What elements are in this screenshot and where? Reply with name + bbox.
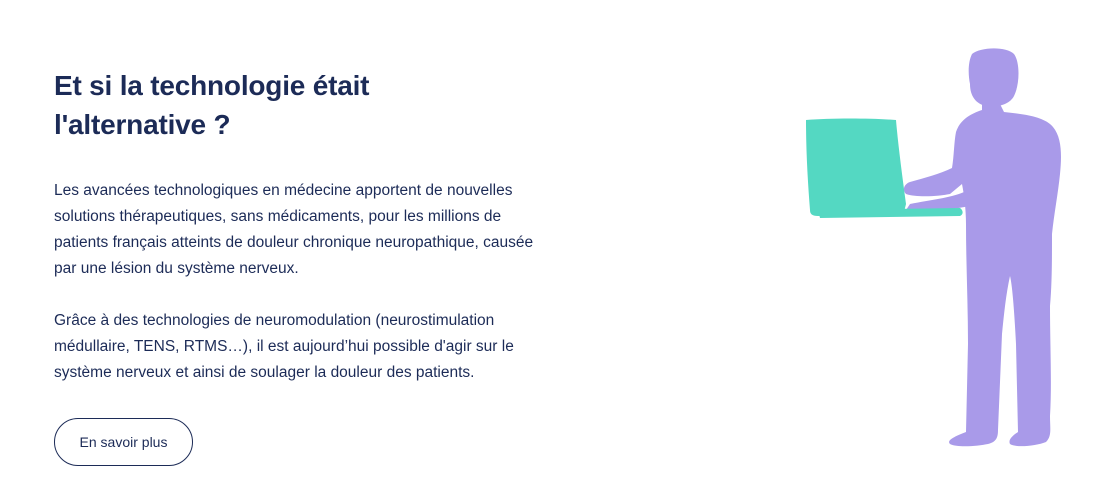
learn-more-button[interactable]: En savoir plus bbox=[54, 418, 193, 466]
neuromodulation-paragraph: Grâce à des technologies de neuromodulation (neurostimulation médullaire, TENS, RTMS…), il est aujourd’hui possible d'agir sur le système nerveux et ainsi de soulager la douleur des patients. bbox=[54, 312, 514, 381]
section-title: Et si la technologie était l'alternative ? bbox=[54, 70, 370, 140]
person-body bbox=[904, 102, 1061, 446]
person-silhouette bbox=[904, 48, 1061, 446]
person-head bbox=[969, 48, 1019, 106]
intro-paragraph: Les avancées technologiques en médecine apportent de nouvelles solutions thérapeutiques, sans médicaments, pour les millions de patients français atteints de douleur chronique neuropathique, causée par une lésion du système nerveux. bbox=[54, 182, 534, 277]
person-with-laptop-illustration bbox=[800, 44, 1070, 454]
intro-section bbox=[54, 66, 554, 466]
laptop-icon bbox=[806, 119, 906, 217]
